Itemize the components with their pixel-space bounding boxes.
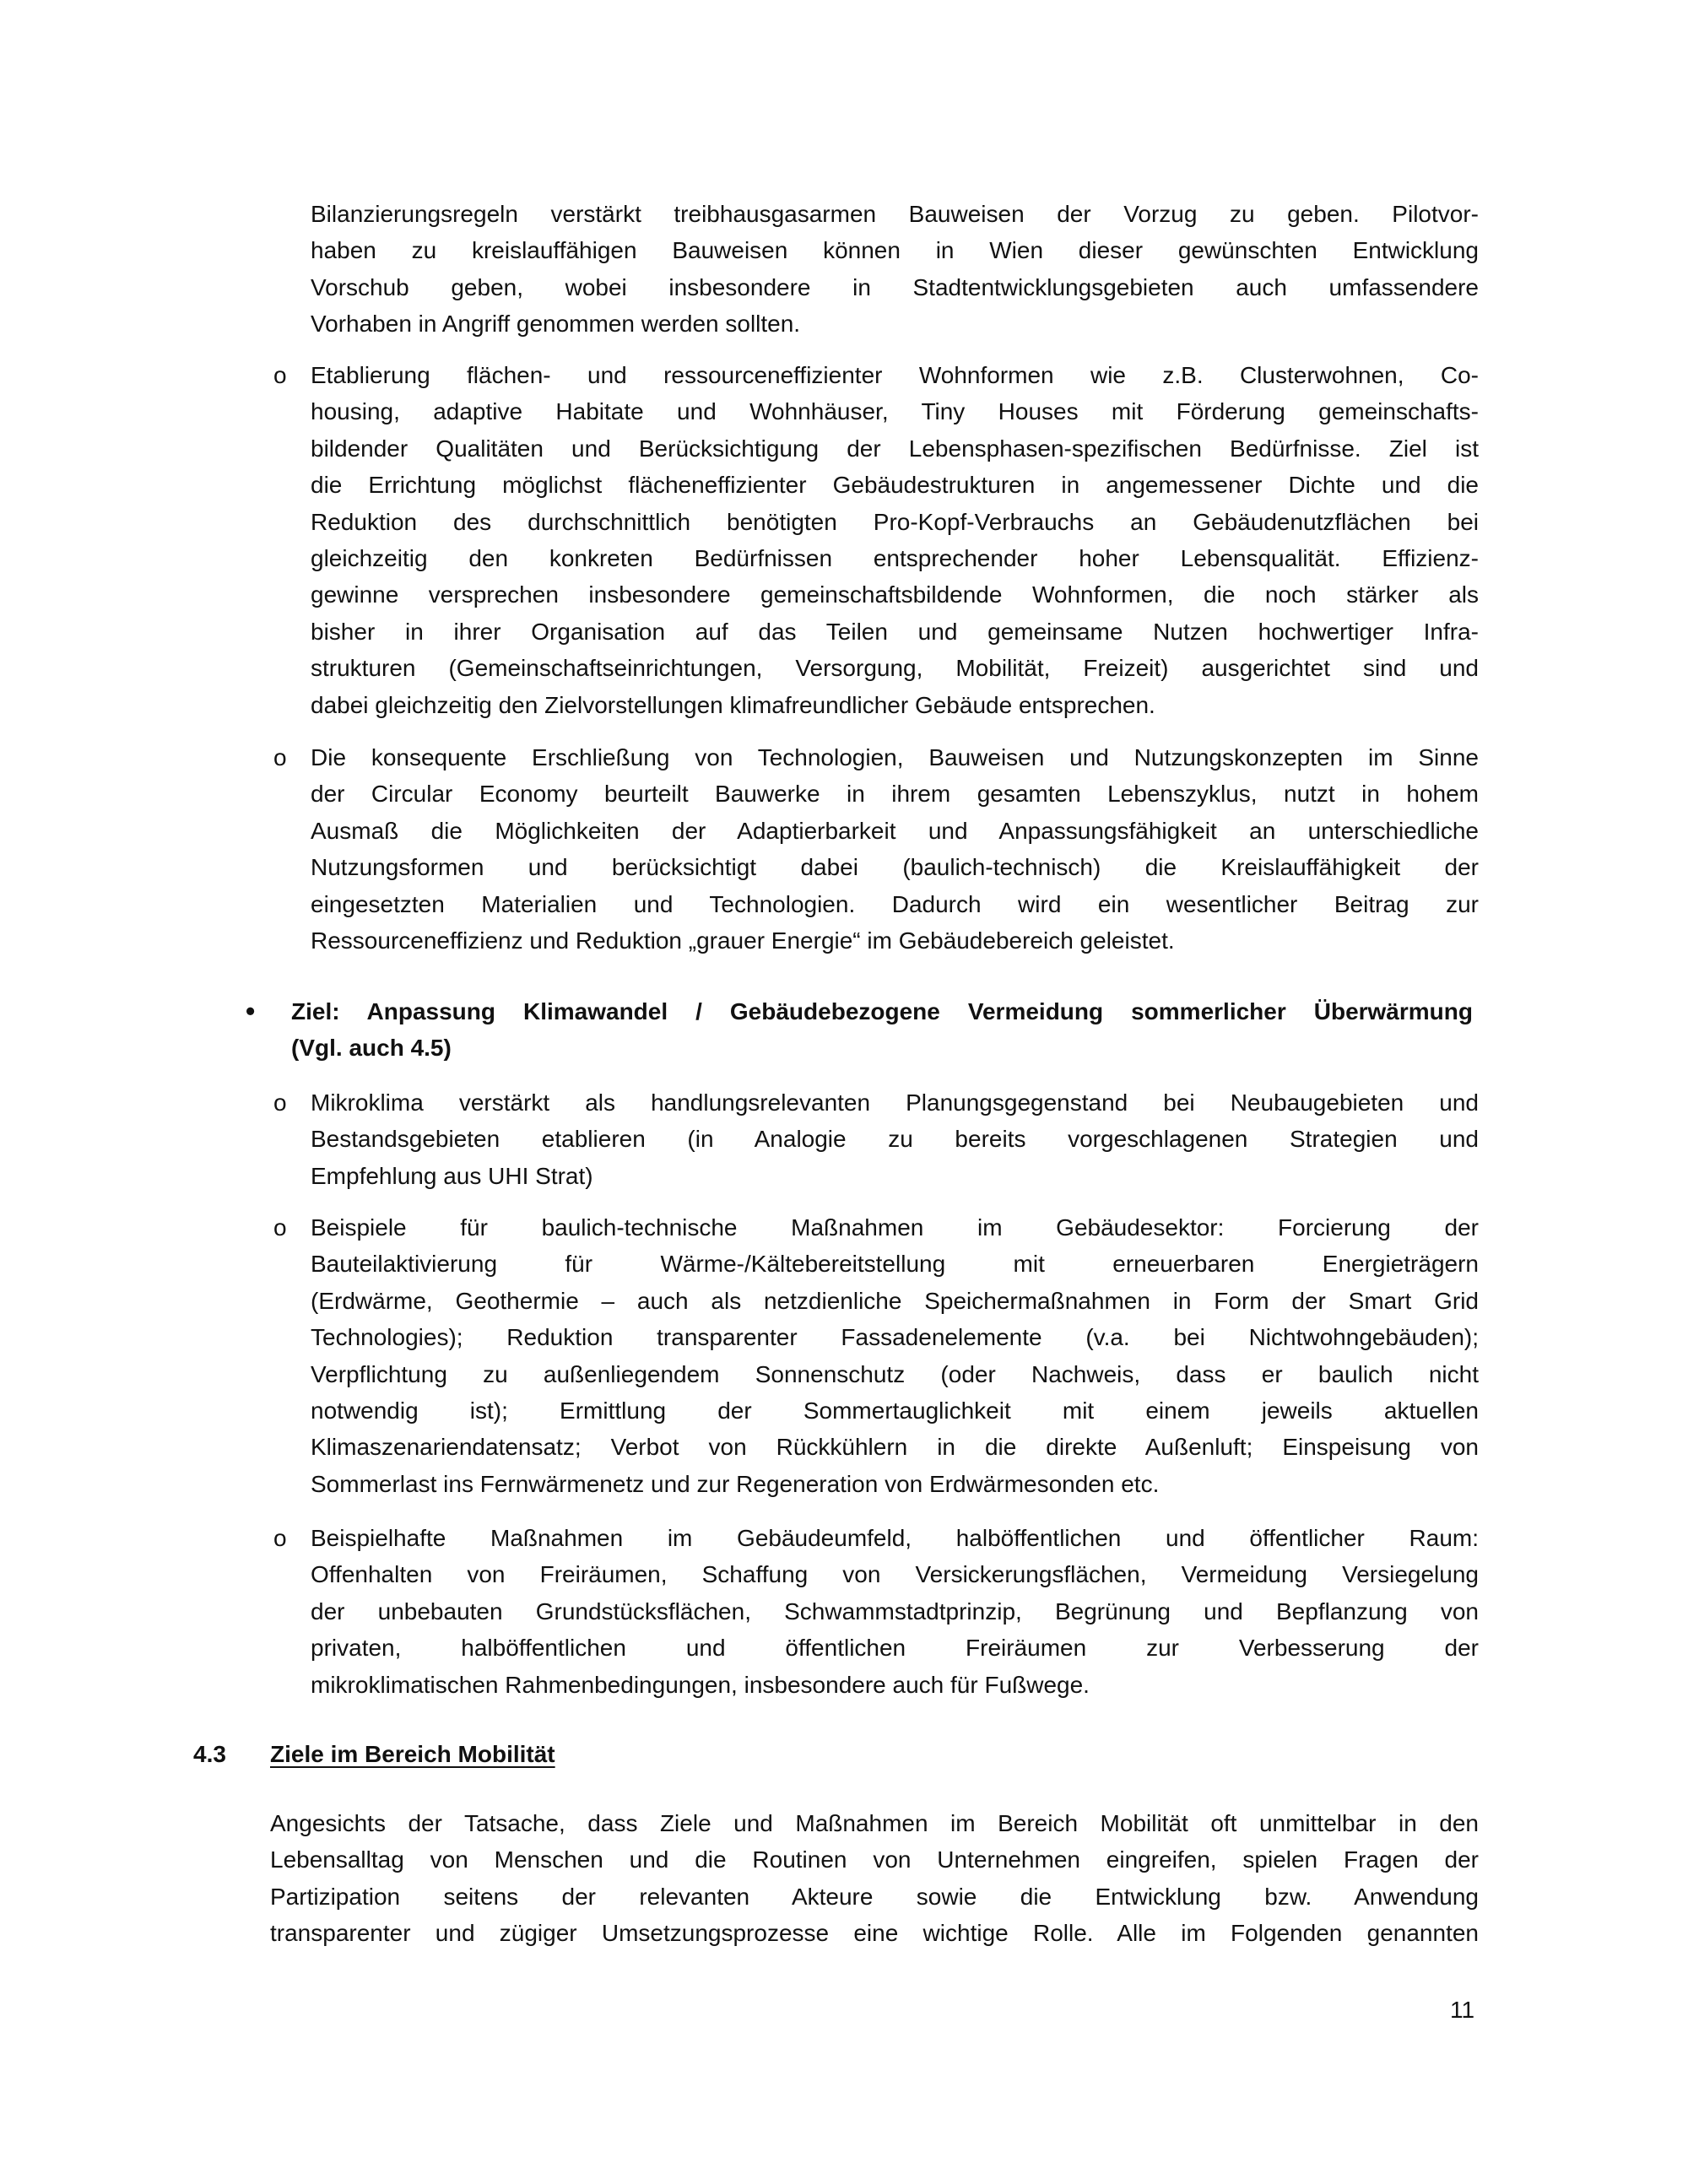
hollow-bullet-icon: o xyxy=(273,1214,287,1241)
page-number: 11 xyxy=(1450,1997,1475,2023)
text-line: bildender Qualitäten und Berücksichtigung der Lebensphasen-spezifischen Bedürfnisse. Ziel ist xyxy=(311,435,1479,462)
text-line: Partizipation seitens der relevanten Akteure sowie die Entwicklung bzw. Anwendung xyxy=(270,1883,1479,1910)
hollow-bullet-icon: o xyxy=(273,744,287,770)
text-line: Sommerlast ins Fernwärmenetz und zur Regeneration von Erdwärmesonden etc. xyxy=(311,1470,1160,1497)
text-line: Vorhaben in Angriff genommen werden sollten. xyxy=(311,311,801,338)
text-line: Angesichts der Tatsache, dass Ziele und Maßnahmen im Bereich Mobilität oft unmittelbar in den xyxy=(270,1810,1479,1836)
section-heading xyxy=(193,1736,555,1772)
text-line: eingesetzten Materialien und Technologien. Dadurch wird ein wesentlicher Beitrag zur xyxy=(311,890,1479,917)
text-line: privaten, halböffentlichen und öffentlichen Freiräumen zur Verbesserung der xyxy=(311,1635,1479,1662)
sub-bullet-mikroklima xyxy=(273,1084,1479,1194)
sub-bullet-gebaeudeumfeld xyxy=(273,1520,1479,1703)
sub-bullet-baulich-technisch xyxy=(273,1209,1479,1502)
text-line: notwendig ist); Ermittlung der Sommertauglichkeit mit einem jeweils aktuellen xyxy=(311,1397,1479,1424)
text-line: die Errichtung möglichst flächeneffizienter Gebäudestrukturen in angemessener Dichte und die xyxy=(311,472,1479,499)
text-line: Ressourceneffizienz und Reduktion „grauer Energie“ im Gebäudebereich geleistet. xyxy=(311,927,1175,954)
text-line: Etablierung flächen- und ressourceneffizienter Wohnformen wie z.B. Clusterwohnen, Co- xyxy=(311,362,1479,388)
hollow-bullet-icon: o xyxy=(273,362,287,388)
text-line: Reduktion des durchschnittlich benötigten Pro-Kopf-Verbrauchs an Gebäudenutzflächen bei xyxy=(311,508,1479,535)
section-title: Ziele im Bereich Mobilität xyxy=(270,1741,555,1767)
text-line: Empfehlung aus UHI Strat) xyxy=(311,1162,593,1189)
text-line: Technologies); Reduktion transparenter Fassadenelemente (v.a. bei Nichtwohngebäuden); xyxy=(311,1324,1479,1351)
text-line: Ziel: Anpassung Klimawandel / Gebäudebezogene Vermeidung sommerlicher Überwärmung xyxy=(291,998,1473,1024)
text-line: (Vgl. auch 4.5) xyxy=(291,1035,452,1062)
text-line: (Erdwärme, Geothermie – auch als netzdienliche Speichermaßnahmen in Form der Smart Grid xyxy=(311,1287,1479,1314)
para-continued xyxy=(311,196,1479,343)
text-line: Die konsequente Erschließung von Technologien, Bauweisen und Nutzungskonzepten im Sinne xyxy=(311,744,1479,770)
text-line: gewinne versprechen insbesondere gemeinschaftsbildende Wohnformen, die noch stärker als xyxy=(311,581,1479,608)
text-line: der unbebauten Grundstücksflächen, Schwammstadtprinzip, Begrünung und Bepflanzung von xyxy=(311,1597,1479,1624)
text-line: bisher in ihrer Organisation auf das Teilen und gemeinsame Nutzen hochwertiger Infra- xyxy=(311,618,1479,645)
text-line: haben zu kreislauffähigen Bauweisen können in Wien dieser gewünschten Entwicklung xyxy=(311,237,1479,264)
text-line: mikroklimatischen Rahmenbedingungen, insbesondere auch für Fußwege. xyxy=(311,1671,1090,1698)
text-line: Bilanzierungsregeln verstärkt treibhausgasarmen Bauweisen der Vorzug zu geben. Pilotvor- xyxy=(311,201,1479,227)
text-line: Klimaszenariendatensatz; Verbot von Rückkühlern in die direkte Außenluft; Einspeisung von xyxy=(311,1434,1479,1461)
text-line: Nutzungsformen und berücksichtigt dabei (baulich-technisch) die Kreislauffähigkeit der xyxy=(311,854,1479,881)
section-number: 4.3 xyxy=(193,1741,226,1767)
text-line: Bauteilaktivierung für Wärme-/Kältebereitstellung mit erneuerbaren Energieträgern xyxy=(311,1251,1479,1278)
sub-bullet-wohnformen xyxy=(273,357,1479,723)
sub-bullet-circular-economy xyxy=(273,739,1479,959)
bullet-icon: • xyxy=(246,996,256,1026)
text-line: Vorschub geben, wobei insbesondere in Stadtentwicklungsgebieten auch umfassendere xyxy=(311,273,1479,300)
text-line: Beispielhafte Maßnahmen im Gebäudeumfeld, halböffentlichen und öffentlicher Raum: xyxy=(311,1525,1479,1551)
text-line: transparenter und zügiger Umsetzungsprozesse eine wichtige Rolle. Alle im Folgenden genannten xyxy=(270,1920,1479,1947)
hollow-bullet-icon: o xyxy=(273,1525,287,1551)
text-line: Bestandsgebieten etablieren (in Analogie zu bereits vorgeschlagenen Strategien und xyxy=(311,1126,1479,1153)
text-line: Lebensalltag von Menschen und die Routinen von Unternehmen eingreifen, spielen Fragen der xyxy=(270,1846,1479,1873)
text-line: gleichzeitig den konkreten Bedürfnissen entsprechender hoher Lebensqualität. Effizienz- xyxy=(311,544,1479,571)
text-line: Mikroklima verstärkt als handlungsrelevanten Planungsgegenstand bei Neubaugebieten und xyxy=(311,1089,1479,1116)
text-line: strukturen (Gemeinschaftseinrichtungen, Versorgung, Mobilität, Freizeit) ausgerichtet sind und xyxy=(311,655,1479,682)
bullet-ziel-anpassung xyxy=(246,993,1473,1067)
text-line: housing, adaptive Habitate und Wohnhäuser, Tiny Houses mit Förderung gemeinschafts- xyxy=(311,398,1479,425)
text-line: Offenhalten von Freiräumen, Schaffung von Versickerungsflächen, Vermeidung Versiegelung xyxy=(311,1561,1479,1588)
text-line: der Circular Economy beurteilt Bauwerke in ihrem gesamten Lebenszyklus, nutzt in hohem xyxy=(311,781,1479,808)
text-line: Beispiele für baulich-technische Maßnahmen im Gebäudesektor: Forcierung der xyxy=(311,1214,1479,1241)
text-line: dabei gleichzeitig den Zielvorstellungen klimafreundlicher Gebäude entsprechen. xyxy=(311,691,1155,718)
text-line: Ausmaß die Möglichkeiten der Adaptierbarkeit und Anpassungsfähigkeit an unterschiedliche xyxy=(311,817,1479,844)
text-line: Verpflichtung zu außenliegendem Sonnenschutz (oder Nachweis, dass er baulich nicht xyxy=(311,1360,1479,1387)
hollow-bullet-icon: o xyxy=(273,1089,287,1116)
para-mobilitaet xyxy=(270,1805,1479,1952)
